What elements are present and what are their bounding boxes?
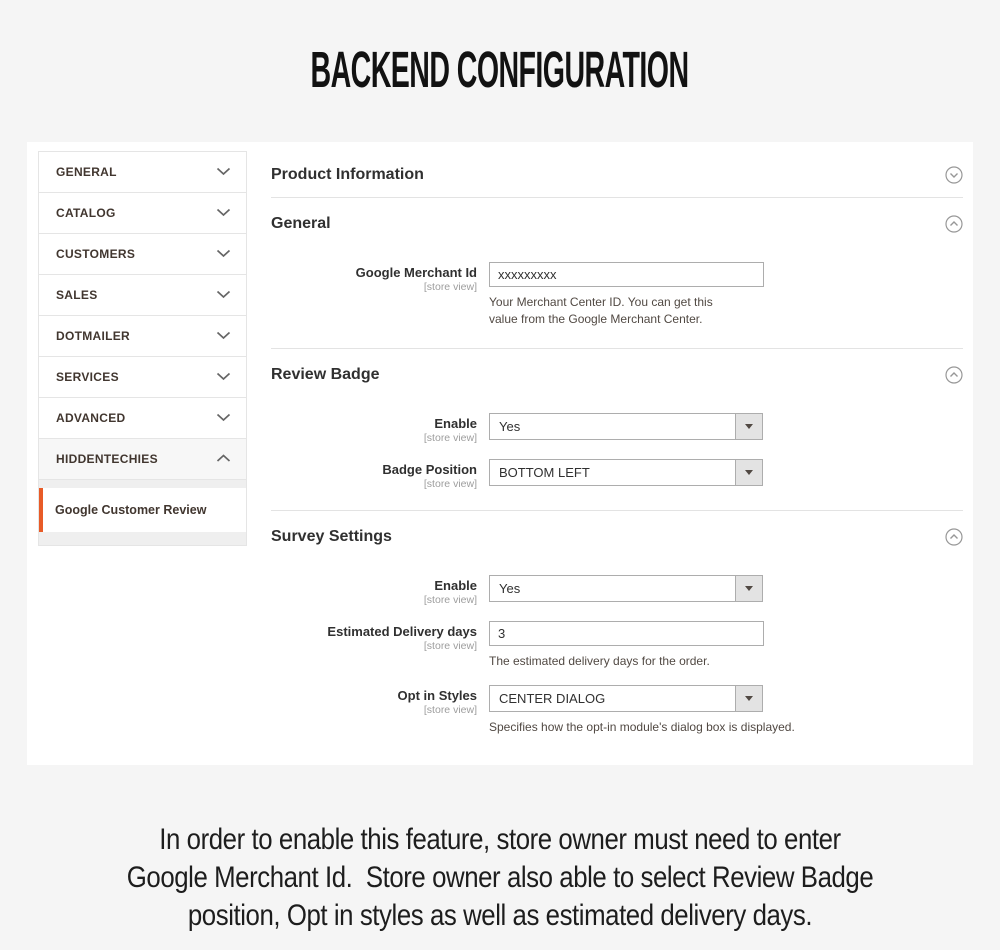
divider xyxy=(271,510,963,511)
sidebar-item-label: CATALOG xyxy=(56,206,116,220)
field-label: Enable xyxy=(434,578,477,593)
chevron-down-icon xyxy=(216,409,231,427)
field-note: The estimated delivery days for the order. xyxy=(489,654,710,668)
sidebar-item-label: ADVANCED xyxy=(56,411,126,425)
sidebar-submenu xyxy=(39,480,246,545)
section-title: Review Badge xyxy=(271,366,380,383)
chevron-down-icon xyxy=(216,245,231,263)
sidebar-item-label: CUSTOMERS xyxy=(56,247,136,261)
dropdown-arrow-icon xyxy=(735,686,762,711)
sidebar-item-label: SERVICES xyxy=(56,370,119,384)
config-sidebar xyxy=(38,151,247,765)
dropdown-arrow-icon xyxy=(735,576,762,601)
chevron-down-icon xyxy=(216,327,231,345)
section-title: Survey Settings xyxy=(271,528,392,545)
field-scope: [store view] xyxy=(423,432,477,444)
select-value: Yes xyxy=(499,419,521,434)
field-scope: [store view] xyxy=(423,640,477,652)
field-label: Google Merchant Id xyxy=(355,265,477,280)
badge-position-select[interactable] xyxy=(489,459,763,486)
chevron-up-circle-icon[interactable] xyxy=(945,215,963,233)
field-opt-in-styles xyxy=(271,685,963,736)
enable-survey-select[interactable] xyxy=(489,575,763,602)
footer-line: Google Merchant Id. Store owner also able to select Review Badge xyxy=(126,861,874,894)
chevron-down-icon xyxy=(216,368,231,386)
configuration-card xyxy=(27,142,973,765)
section-survey-settings xyxy=(271,527,963,547)
footer-caption xyxy=(0,821,1000,935)
field-label: Estimated Delivery days xyxy=(327,624,477,639)
field-scope: [store view] xyxy=(423,281,477,293)
sidebar-item-catalog[interactable] xyxy=(39,193,246,234)
field-note: Your Merchant Center ID. You can get this value from the Google Merchant Center. xyxy=(489,295,713,326)
sidebar-item-advanced[interactable] xyxy=(39,398,246,439)
enable-badge-select[interactable] xyxy=(489,413,763,440)
field-scope: [store view] xyxy=(423,704,477,716)
field-enable-badge xyxy=(271,413,963,444)
chevron-down-circle-icon[interactable] xyxy=(945,166,963,184)
field-enable-survey xyxy=(271,575,963,606)
footer-line: In order to enable this feature, store owner must need to enter xyxy=(159,823,841,856)
field-label: Badge Position xyxy=(382,462,477,477)
chevron-down-icon xyxy=(216,204,231,222)
select-value: Yes xyxy=(499,581,521,596)
field-google-merchant-id xyxy=(271,262,963,328)
sidebar-item-dotmailer[interactable] xyxy=(39,316,246,357)
select-value: CENTER DIALOG xyxy=(499,691,606,706)
chevron-up-circle-icon[interactable] xyxy=(945,366,963,384)
section-body-review-badge xyxy=(271,413,963,490)
section-title: Product Information xyxy=(271,166,424,183)
section-body-survey-settings xyxy=(271,575,963,736)
sidebar-item-services[interactable] xyxy=(39,357,246,398)
field-label: Opt in Styles xyxy=(397,688,477,703)
field-note: Specifies how the opt-in module's dialog box is displayed. xyxy=(489,720,795,734)
opt-in-styles-select[interactable] xyxy=(489,685,763,712)
section-review-badge xyxy=(271,365,963,385)
field-scope: [store view] xyxy=(423,594,477,606)
sidebar-item-google-customer-review[interactable] xyxy=(39,488,246,532)
submenu-item-label: Google Customer Review xyxy=(55,503,207,517)
estimated-delivery-days-input[interactable] xyxy=(489,621,764,646)
field-badge-position xyxy=(271,459,963,490)
sidebar-item-customers[interactable] xyxy=(39,234,246,275)
sidebar-item-label: GENERAL xyxy=(56,165,117,179)
field-label: Enable xyxy=(434,416,477,431)
chevron-down-icon xyxy=(216,163,231,181)
divider xyxy=(271,197,963,198)
dropdown-arrow-icon xyxy=(735,414,762,439)
config-main xyxy=(247,142,973,765)
sidebar-item-hiddentechies[interactable] xyxy=(39,439,246,480)
chevron-up-circle-icon[interactable] xyxy=(945,528,963,546)
sidebar-item-label: HIDDENTECHIES xyxy=(56,452,158,466)
page-header xyxy=(0,40,1000,98)
divider xyxy=(271,348,963,349)
select-value: BOTTOM LEFT xyxy=(499,465,590,480)
sidebar-item-general[interactable] xyxy=(39,152,246,193)
section-body-general xyxy=(271,262,963,328)
sidebar-item-sales[interactable] xyxy=(39,275,246,316)
section-product-information xyxy=(271,165,963,185)
sidebar-item-label: DOTMAILER xyxy=(56,329,131,343)
google-merchant-id-input[interactable] xyxy=(489,262,764,287)
section-title: General xyxy=(271,215,331,232)
config-nav xyxy=(38,151,247,546)
footer-line: position, Opt in styles as well as estimated delivery days. xyxy=(187,899,813,932)
page-title: BACKEND CONFIGURATION xyxy=(310,41,690,98)
field-estimated-delivery-days xyxy=(271,621,963,670)
chevron-down-icon xyxy=(216,286,231,304)
dropdown-arrow-icon xyxy=(735,460,762,485)
sidebar-item-label: SALES xyxy=(56,288,98,302)
chevron-up-icon xyxy=(216,450,231,468)
field-scope: [store view] xyxy=(423,478,477,490)
section-general xyxy=(271,214,963,234)
